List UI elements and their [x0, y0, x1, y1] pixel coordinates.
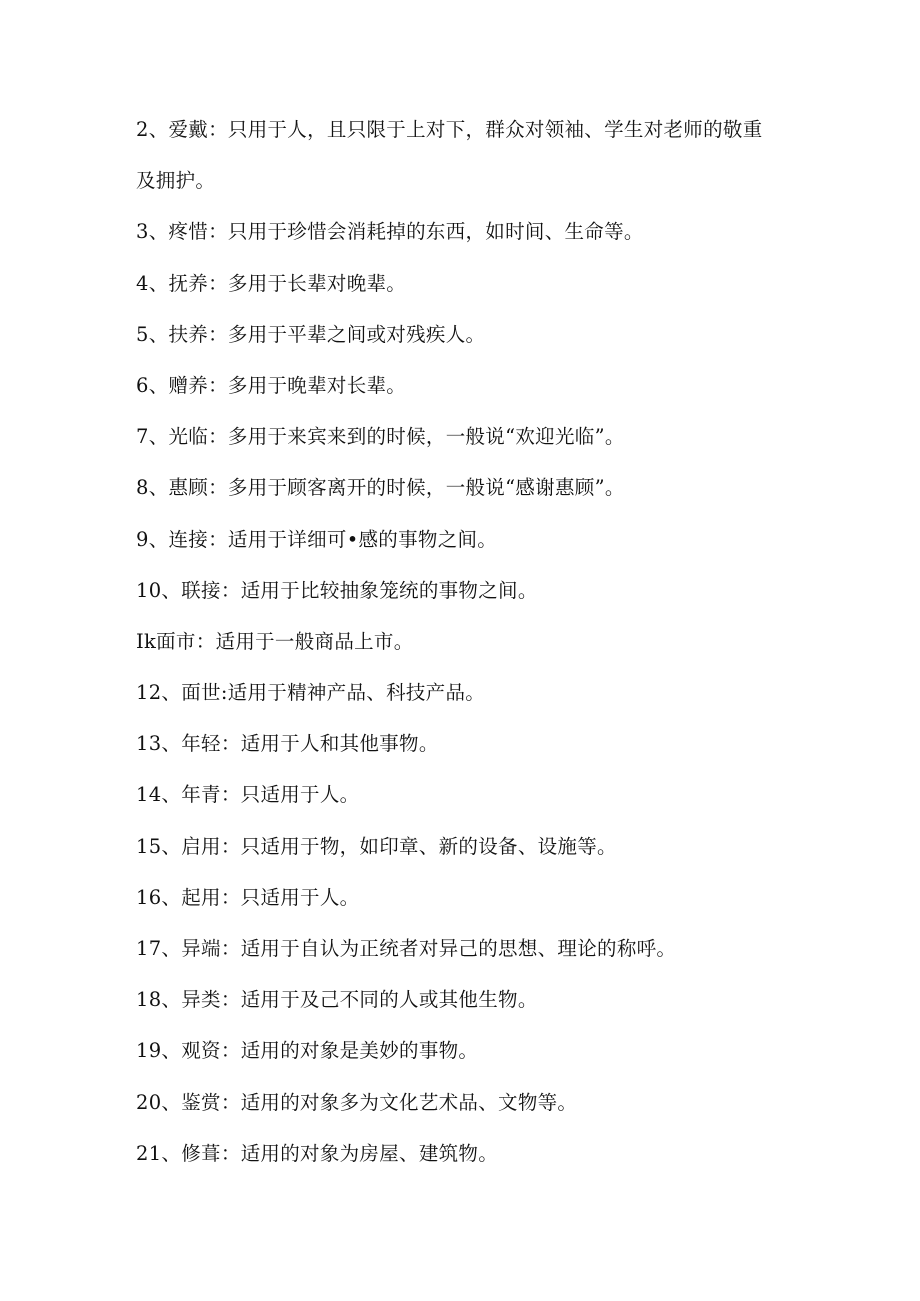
text-line: 18、异类：适用于及己不同的人或其他生物。 — [136, 988, 538, 1012]
text-line: 20、鉴赏：适用的对象多为文化艺术品、文物等。 — [136, 1090, 578, 1114]
text-line: Ik面市：适用于一般商品上市。 — [136, 629, 414, 653]
text-line: 13、年轻：适用于人和其他事物。 — [136, 732, 439, 756]
text-line: 9、连接：适用于详细可•感的事物之间。 — [136, 527, 498, 551]
text-line: 8、惠顾：多用于顾客离开的时候，一般说“感谢惠顾”。 — [136, 476, 625, 500]
document-body — [136, 114, 796, 1189]
text-line: 2、爱戴：只用于人，且只限于上对下，群众对领袖、学生对老师的敬重 — [136, 118, 763, 141]
text-line: 14、年青：只适用于人。 — [136, 783, 360, 807]
text-line: 17、异端：适用于自认为正统者对异己的思想、理论的称呼。 — [136, 937, 677, 960]
text-line: 10、联接：适用于比较抽象笼统的事物之间。 — [136, 578, 538, 602]
text-line: 21、修葺：适用的对象为房屋、建筑物。 — [136, 1141, 499, 1165]
text-line: 12、面世:适用于精神产品、科技产品。 — [136, 681, 486, 705]
text-line: 5、扶养：多用于平辈之间或对残疾人。 — [136, 322, 486, 346]
text-line: 15、启用：只适用于物，如印章、新的设备、设施等。 — [136, 834, 617, 858]
text-line: 19、观资：适用的对象是美妙的事物。 — [136, 1039, 479, 1063]
text-line: 及拥护。 — [136, 169, 216, 193]
text-line: 4、抚养：多用于长辈对晚辈。 — [136, 271, 407, 295]
text-line: 6、赠养：多用于晚辈对长辈。 — [136, 373, 407, 397]
text-line: 16、起用：只适用于人。 — [136, 885, 360, 909]
text-line: 3、疼惜：只用于珍惜会消耗掉的东西，如时间、生命等。 — [136, 220, 644, 244]
text-line: 7、光临：多用于来宾来到的时候，一般说“欢迎光临”。 — [136, 425, 625, 449]
